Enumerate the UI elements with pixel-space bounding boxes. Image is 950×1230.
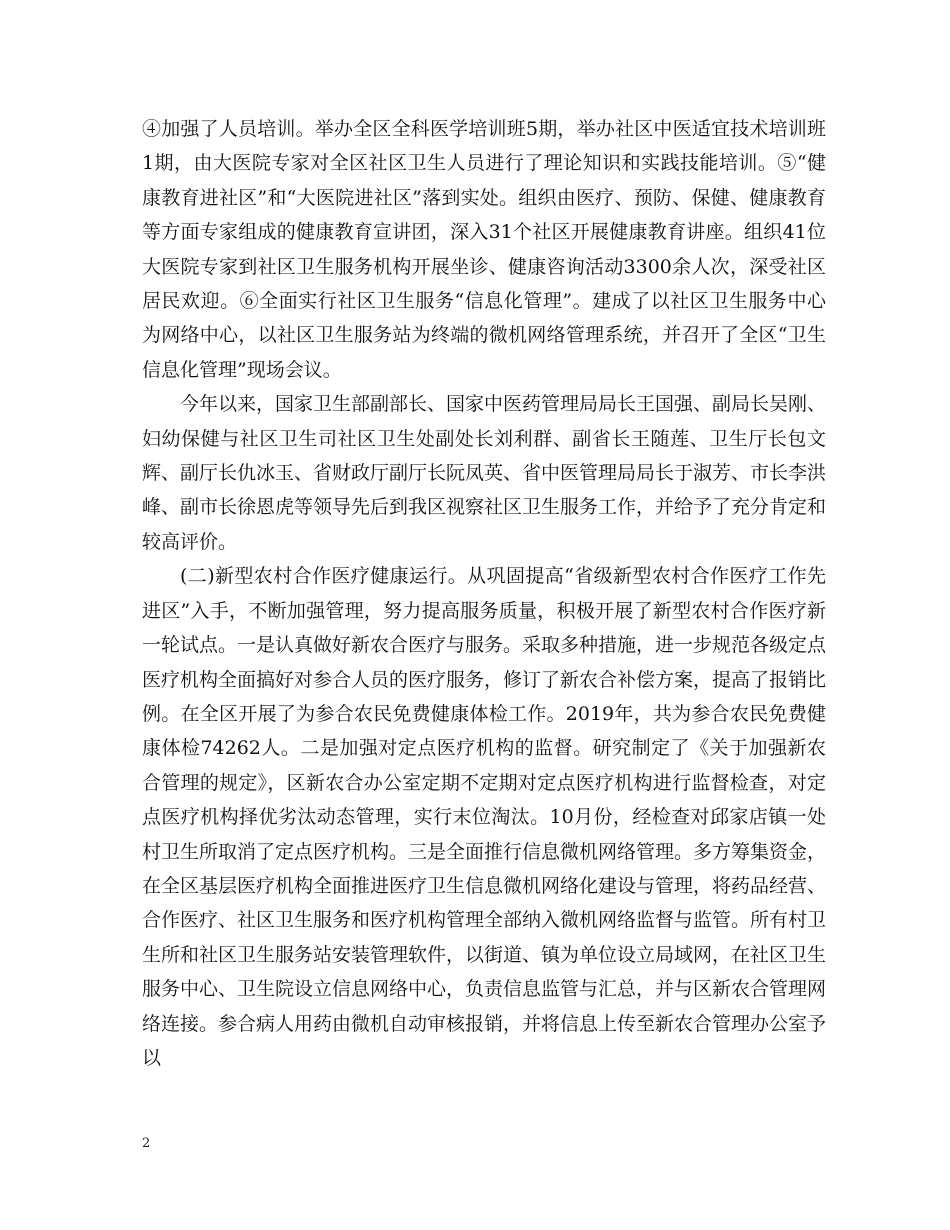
paragraph-1: ④加强了人员培训。举办全区全科医学培训班5期，举办社区中医适宜技术培训班1期，由大医院专家对全区社区卫生人员进行了理论知识和实践技能培训。⑤“健康教育进社区”和“大医院进社区”落到实处。组织由医疗、预防、保健、健康教育等方面专家组成的健康教育宣讲团，深入31个社区开展健康教育讲座。组织41位大医院专家到社区卫生服务机构开展坐诊、健康咨询活动3300余人次，深受社区居民欢迎。⑥全面实行社区卫生服务“信息化管理”。建成了以社区卫生服务中心为网络中心，以社区卫生服务站为终端的微机网络管理系统，并召开了全区“卫生信息化管理”现场会议。 (142, 118, 826, 381)
paragraph-2: 今年以来，国家卫生部副部长、国家中医药管理局局长王国强、副局长吴刚、妇幼保健与社区卫生司社区卫生处副处长刘利群、副省长王随莲、卫生厅长包文辉、副厅长仇冰玉、省财政厅副厅长阮凤英、省中医管理局局长于淑芳、市长李洪峰、副市长徐恩虎等领导先后到我区视察社区卫生服务工作，并给予了充分肯定和较高评价。 (142, 393, 827, 553)
page-number: 2 (142, 1136, 151, 1151)
paragraph-3: (二)新型农村合作医疗健康运行。从巩固提高“省级新型农村合作医疗工作先进区”入手，不断加强管理，努力提高服务质量，积极开展了新型农村合作医疗新一轮试点。一是认真做好新农合医疗与服务。采取多种措施，进一步规范各级定点医疗机构全面搞好对参合人员的医疗服务，修订了新农合补偿方案，提高了报销比例。在全区开展了为参合农民免费健康体检工作。2019年，共为参合农民免费健康体检74262人。二是加强对定点医疗机构的监督。研究制定了《关于加强新农合管理的规定》，区新农合办公室定期不定期对定点医疗机构进行监督检查，对定点医疗机构择优劣汰动态管理，实行末位淘汰。10月份，经检查对邱家店镇一处村卫生所取消了定点医疗机构。三是全面推行信息微机网络管理。多方筹集资金，在全区基层医疗机构全面推进医疗卫生信息微机网络化建设与管理，将药品经营、合作医疗、社区卫生服务和医疗机构管理全部纳入微机网络监督与监管。所有村卫生所和社区卫生服务站安装管理软件，以街道、镇为单位设立局域网，在社区卫生服务中心、卫生院设立信息网络中心，负责信息监管与汇总，并与区新农合管理网络连接。参合病人用药由微机自动审核报销，并将信息上传至新农合管理办公室予以 (142, 565, 827, 1069)
document-body (142, 112, 826, 1075)
